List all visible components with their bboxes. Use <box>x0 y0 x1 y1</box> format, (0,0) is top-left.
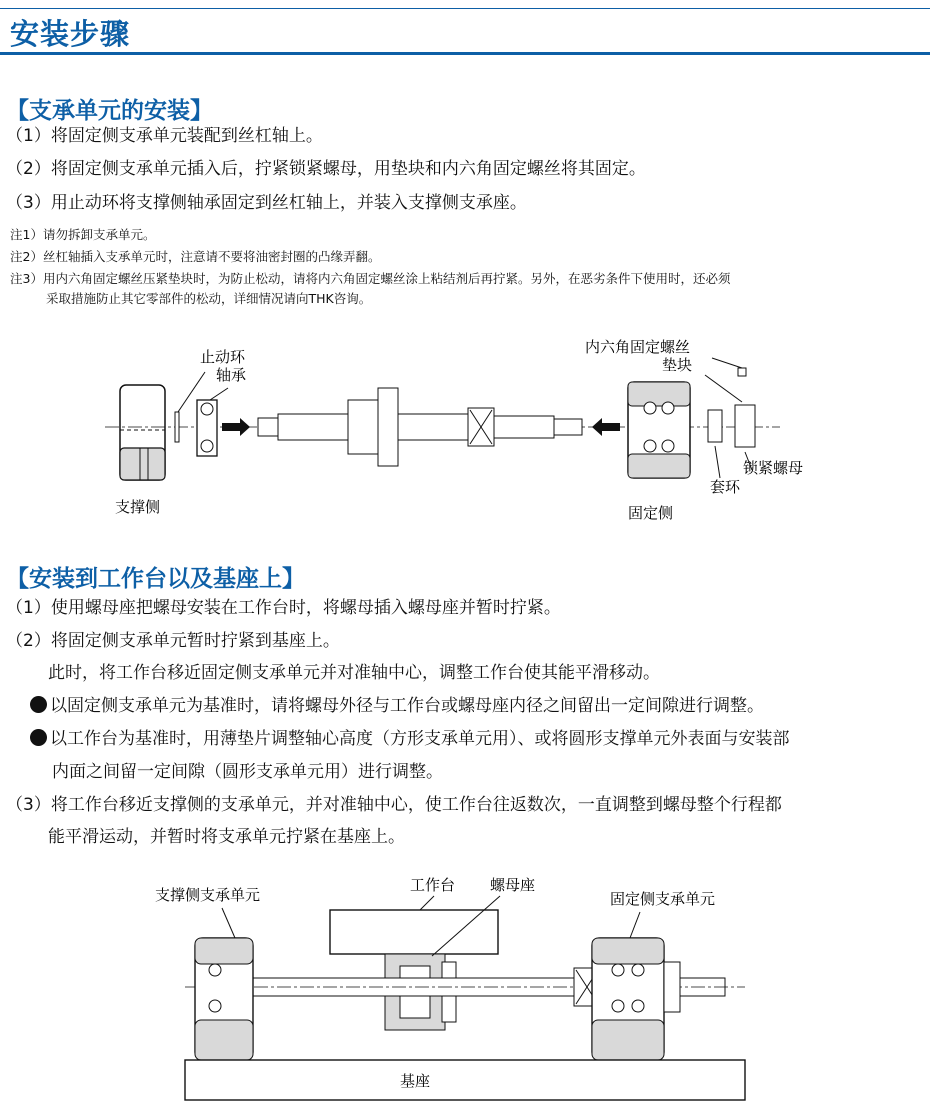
label-fixed-side: 固定侧 <box>628 504 674 522</box>
bullet-icon <box>30 696 47 713</box>
label-bearing: 轴承 <box>216 366 247 384</box>
label-base: 基座 <box>400 1072 431 1090</box>
work-table <box>330 910 498 954</box>
insert-arrow-left <box>222 418 250 436</box>
section1-step-3: （3）用止动环将支撑侧轴承固定到丝杠轴上，并装入支撑侧支承座。 <box>6 193 527 213</box>
collar <box>708 410 722 442</box>
title-top-rule <box>0 8 930 9</box>
base-plate <box>185 1060 745 1100</box>
label-support-side: 支撑侧 <box>115 498 161 516</box>
section2-line-3: 此时，将工作台移近固定侧支承单元并对准轴中心，调整工作台使其能平滑移动。 <box>48 663 660 683</box>
section2-line-6: （3）将工作台移近支撑侧的支承单元，并对准轴中心，使工作台往返数次，一直调整到螺母整个行程都 <box>6 795 782 815</box>
support-side-housing <box>120 385 165 480</box>
page-title: 安装步骤 <box>10 17 131 51</box>
section2-bullet-2 <box>30 728 790 750</box>
section2-bullet-1-text: 以固定侧支承单元为基准时，请将螺母外径与工作台或螺母座内径之间留出一定间隙进行调整。 <box>50 696 764 716</box>
label-hex-screw: 内六角固定螺丝 <box>585 338 691 356</box>
section1-note-1: 注1）请勿拆卸支承单元。 <box>10 227 156 242</box>
section2-bullet-2-text: 以工作台为基准时，用薄垫片调整轴心高度（方形支承单元用）、或将圆形支撑单元外表面与安装部 <box>50 729 790 749</box>
label-fixed-unit: 固定侧支承单元 <box>610 890 716 908</box>
title-rule <box>0 52 930 55</box>
section2-line-7: 能平滑运动，并暂时将支承单元拧紧在基座上。 <box>48 827 405 847</box>
support-unit-assembly-diagram <box>0 330 930 540</box>
label-collar: 套环 <box>710 478 741 496</box>
label-table: 工作台 <box>410 876 456 894</box>
label-support-unit: 支撑侧支承单元 <box>155 886 261 904</box>
label-nut-housing: 螺母座 <box>490 876 536 894</box>
section1-heading: 【支承单元的安装】 <box>6 98 213 124</box>
ball-screw-shaft <box>258 388 582 466</box>
label-snap-ring: 止动环 <box>200 348 246 366</box>
section2-heading: 【安装到工作台以及基座上】 <box>6 566 305 592</box>
fixed-side-unit-2 <box>592 938 680 1060</box>
support-side-unit <box>195 938 253 1060</box>
insert-arrow-right <box>592 418 620 436</box>
bearing <box>197 400 217 456</box>
label-pad: 垫块 <box>662 356 693 374</box>
section2-line-2: （2）将固定侧支承单元暂时拧紧到基座上。 <box>6 631 340 651</box>
fixed-side-unit <box>628 382 690 478</box>
section2-bullet-1 <box>30 695 764 717</box>
section2-line-1: （1）使用螺母座把螺母安装在工作台时，将螺母插入螺母座并暂时拧紧。 <box>6 598 561 618</box>
section2-bullet-2-cont: 内面之间留一定间隙（圆形支承单元用）进行调整。 <box>52 762 443 782</box>
lock-nut <box>735 368 755 447</box>
snap-ring <box>175 412 179 442</box>
section1-step-1: （1）将固定侧支承单元装配到丝杠轴上。 <box>6 126 323 146</box>
table-base-mount-diagram <box>0 870 930 1107</box>
section1-note-2: 注2）丝杠轴插入支承单元时，注意请不要将油密封圈的凸缘弄翻。 <box>10 249 381 264</box>
bullet-icon <box>30 729 47 746</box>
label-lock-nut: 锁紧螺母 <box>743 459 804 477</box>
section1-note-3-cont: 采取措施防止其它零部件的松动，详细情况请向THK咨询。 <box>46 291 372 306</box>
section1-step-2: （2）将固定侧支承单元插入后，拧紧锁紧螺母，用垫块和内六角固定螺丝将其固定。 <box>6 159 646 179</box>
section1-note-3: 注3）用内六角固定螺丝压紧垫块时，为防止松动，请将内六角固定螺丝涂上粘结剂后再拧紧。另外，在恶劣条件下使用时，还必须 <box>10 271 731 286</box>
